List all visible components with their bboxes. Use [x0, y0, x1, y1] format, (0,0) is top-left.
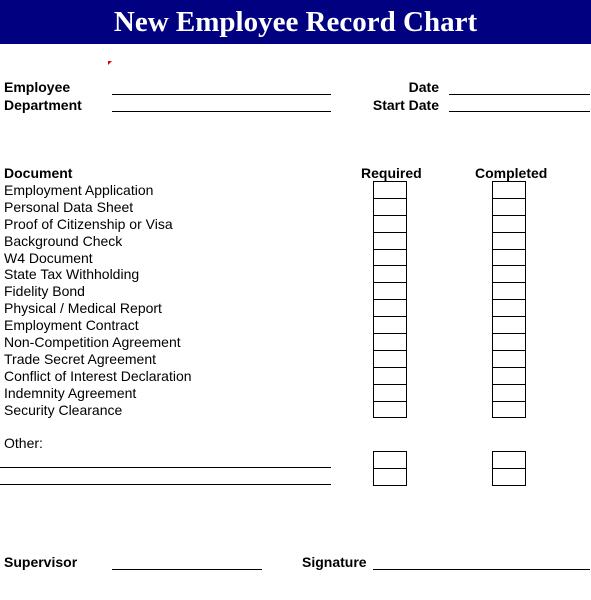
list-item: Physical / Medical Report [4, 300, 162, 317]
required-checkbox[interactable] [374, 334, 406, 351]
completed-checkbox[interactable] [493, 334, 525, 351]
completed-checkbox[interactable] [493, 266, 525, 283]
employee-label: Employee [4, 79, 71, 95]
required-checkbox[interactable] [374, 266, 406, 283]
document-column-header: Document [4, 165, 73, 181]
completed-checkbox[interactable] [493, 199, 525, 216]
required-checkbox[interactable] [374, 368, 406, 385]
required-checkbox[interactable] [374, 452, 406, 469]
required-checkbox[interactable] [374, 283, 406, 300]
list-item: Personal Data Sheet [4, 198, 134, 215]
required-checkbox[interactable] [374, 250, 406, 267]
required-column-header: Required [361, 165, 422, 181]
department-field[interactable] [112, 111, 331, 112]
required-checkbox[interactable] [374, 182, 406, 199]
completed-checkbox[interactable] [493, 250, 525, 267]
list-item: Employment Contract [4, 317, 139, 334]
list-item: Background Check [4, 232, 123, 249]
completed-checkbox[interactable] [493, 385, 525, 402]
other-field-2[interactable] [0, 484, 331, 485]
document-list [4, 182, 192, 418]
completed-checkbox-column [492, 181, 526, 418]
completed-checkbox[interactable] [493, 283, 525, 300]
list-item: Non-Competition Agreement [4, 334, 181, 351]
list-item: Trade Secret Agreement [4, 350, 157, 367]
required-checkbox-column [373, 181, 407, 418]
required-checkbox[interactable] [374, 199, 406, 216]
date-field[interactable] [449, 94, 590, 95]
completed-checkbox[interactable] [493, 182, 525, 199]
required-checkbox[interactable] [374, 300, 406, 317]
list-item: Security Clearance [4, 401, 123, 418]
supervisor-label: Supervisor [4, 554, 78, 570]
employee-field[interactable] [112, 94, 331, 95]
list-item: Proof of Citizenship or Visa [4, 215, 173, 232]
completed-checkbox[interactable] [493, 317, 525, 334]
list-item: Fidelity Bond [4, 283, 85, 300]
signature-field[interactable] [373, 569, 590, 570]
start-date-field[interactable] [449, 111, 590, 112]
completed-checkbox[interactable] [493, 469, 525, 486]
date-label: Date [408, 79, 439, 95]
list-item: State Tax Withholding [4, 266, 140, 283]
page-title: New Employee Record Chart [0, 0, 591, 44]
completed-column-header: Completed [475, 165, 548, 181]
completed-checkbox[interactable] [493, 351, 525, 368]
completed-checkbox[interactable] [493, 216, 525, 233]
required-checkbox[interactable] [374, 385, 406, 402]
other-field-1[interactable] [0, 467, 331, 468]
required-checkbox[interactable] [374, 469, 406, 486]
completed-checkbox[interactable] [493, 233, 525, 250]
other-required-checkbox-column [373, 451, 407, 486]
required-checkbox[interactable] [374, 233, 406, 250]
required-checkbox[interactable] [374, 402, 406, 419]
required-checkbox[interactable] [374, 216, 406, 233]
signature-label: Signature [302, 554, 367, 570]
completed-checkbox[interactable] [493, 402, 525, 419]
list-item: Conflict of Interest Declaration [4, 367, 192, 384]
completed-checkbox[interactable] [493, 300, 525, 317]
other-completed-checkbox-column [492, 451, 526, 486]
supervisor-field[interactable] [112, 569, 262, 570]
start-date-label: Start Date [372, 97, 439, 113]
comment-indicator-icon [108, 61, 112, 65]
list-item: Employment Application [4, 182, 154, 198]
completed-checkbox[interactable] [493, 452, 525, 469]
completed-checkbox[interactable] [493, 368, 525, 385]
required-checkbox[interactable] [374, 317, 406, 334]
other-label: Other: [4, 435, 43, 451]
list-item: W4 Document [4, 249, 93, 266]
department-label: Department [4, 97, 82, 113]
required-checkbox[interactable] [374, 351, 406, 368]
list-item: Indemnity Agreement [4, 384, 137, 401]
